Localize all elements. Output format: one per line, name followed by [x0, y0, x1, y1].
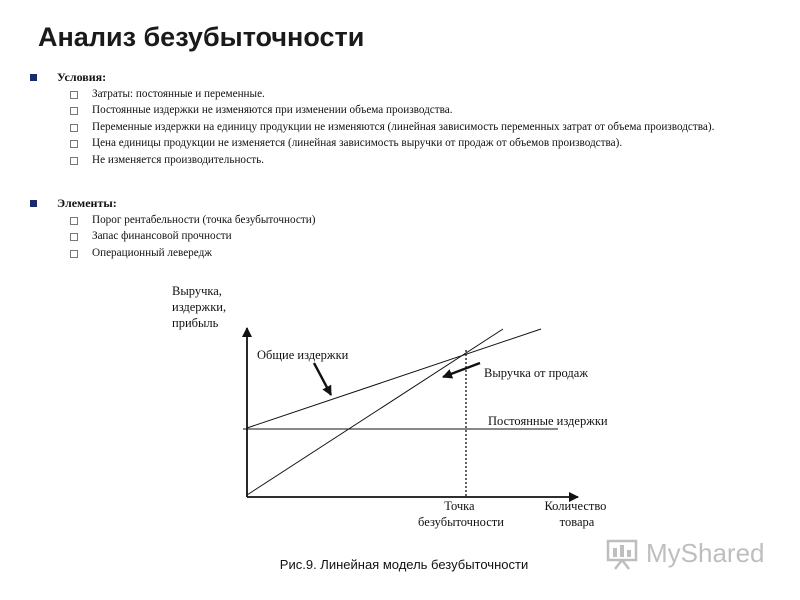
revenue-label: Выручка от продаж: [484, 366, 588, 380]
list-item: Постоянные издержки не изменяются при изменении объема производства.: [70, 104, 750, 117]
breakeven-label: Точка безубыточности: [418, 499, 504, 529]
conditions-heading: Условия:: [57, 70, 107, 84]
list-item: Не изменяется производительность.: [70, 154, 750, 167]
y-axis-label: Выручка, издержки, прибыль: [172, 284, 227, 330]
list-item: Цена единицы продукции не изменяется (линейная зависимость выручки от продаж от объемов производства).: [70, 137, 750, 150]
revenue-arrow: [443, 363, 480, 377]
list-item: Переменные издержки на единицу продукции не изменяются (линейная зависимость переменных затрат от объема производства).: [70, 121, 750, 134]
figure-caption: Рис.9. Линейная модель безубыточности: [279, 557, 529, 572]
watermark: [606, 536, 765, 570]
total-costs-arrow: [314, 363, 331, 395]
list-item: Затраты: постоянные и переменные.: [70, 88, 750, 101]
presentation-board-icon: [606, 536, 640, 570]
fixed-costs-label: Постоянные издержки: [488, 414, 608, 428]
list-item: Порог рентабельности (точка безубыточности): [70, 214, 750, 227]
elements-heading: Элементы:: [57, 196, 117, 210]
list-item: Операционный левередж: [70, 247, 750, 260]
x-axis-label: Количество товара: [544, 499, 607, 529]
total-costs-label: Общие издержки: [257, 348, 349, 362]
page-title: Анализ безубыточности: [38, 22, 365, 52]
list-item: Запас финансовой прочности: [70, 230, 750, 243]
watermark-text: MyShared: [646, 537, 765, 568]
